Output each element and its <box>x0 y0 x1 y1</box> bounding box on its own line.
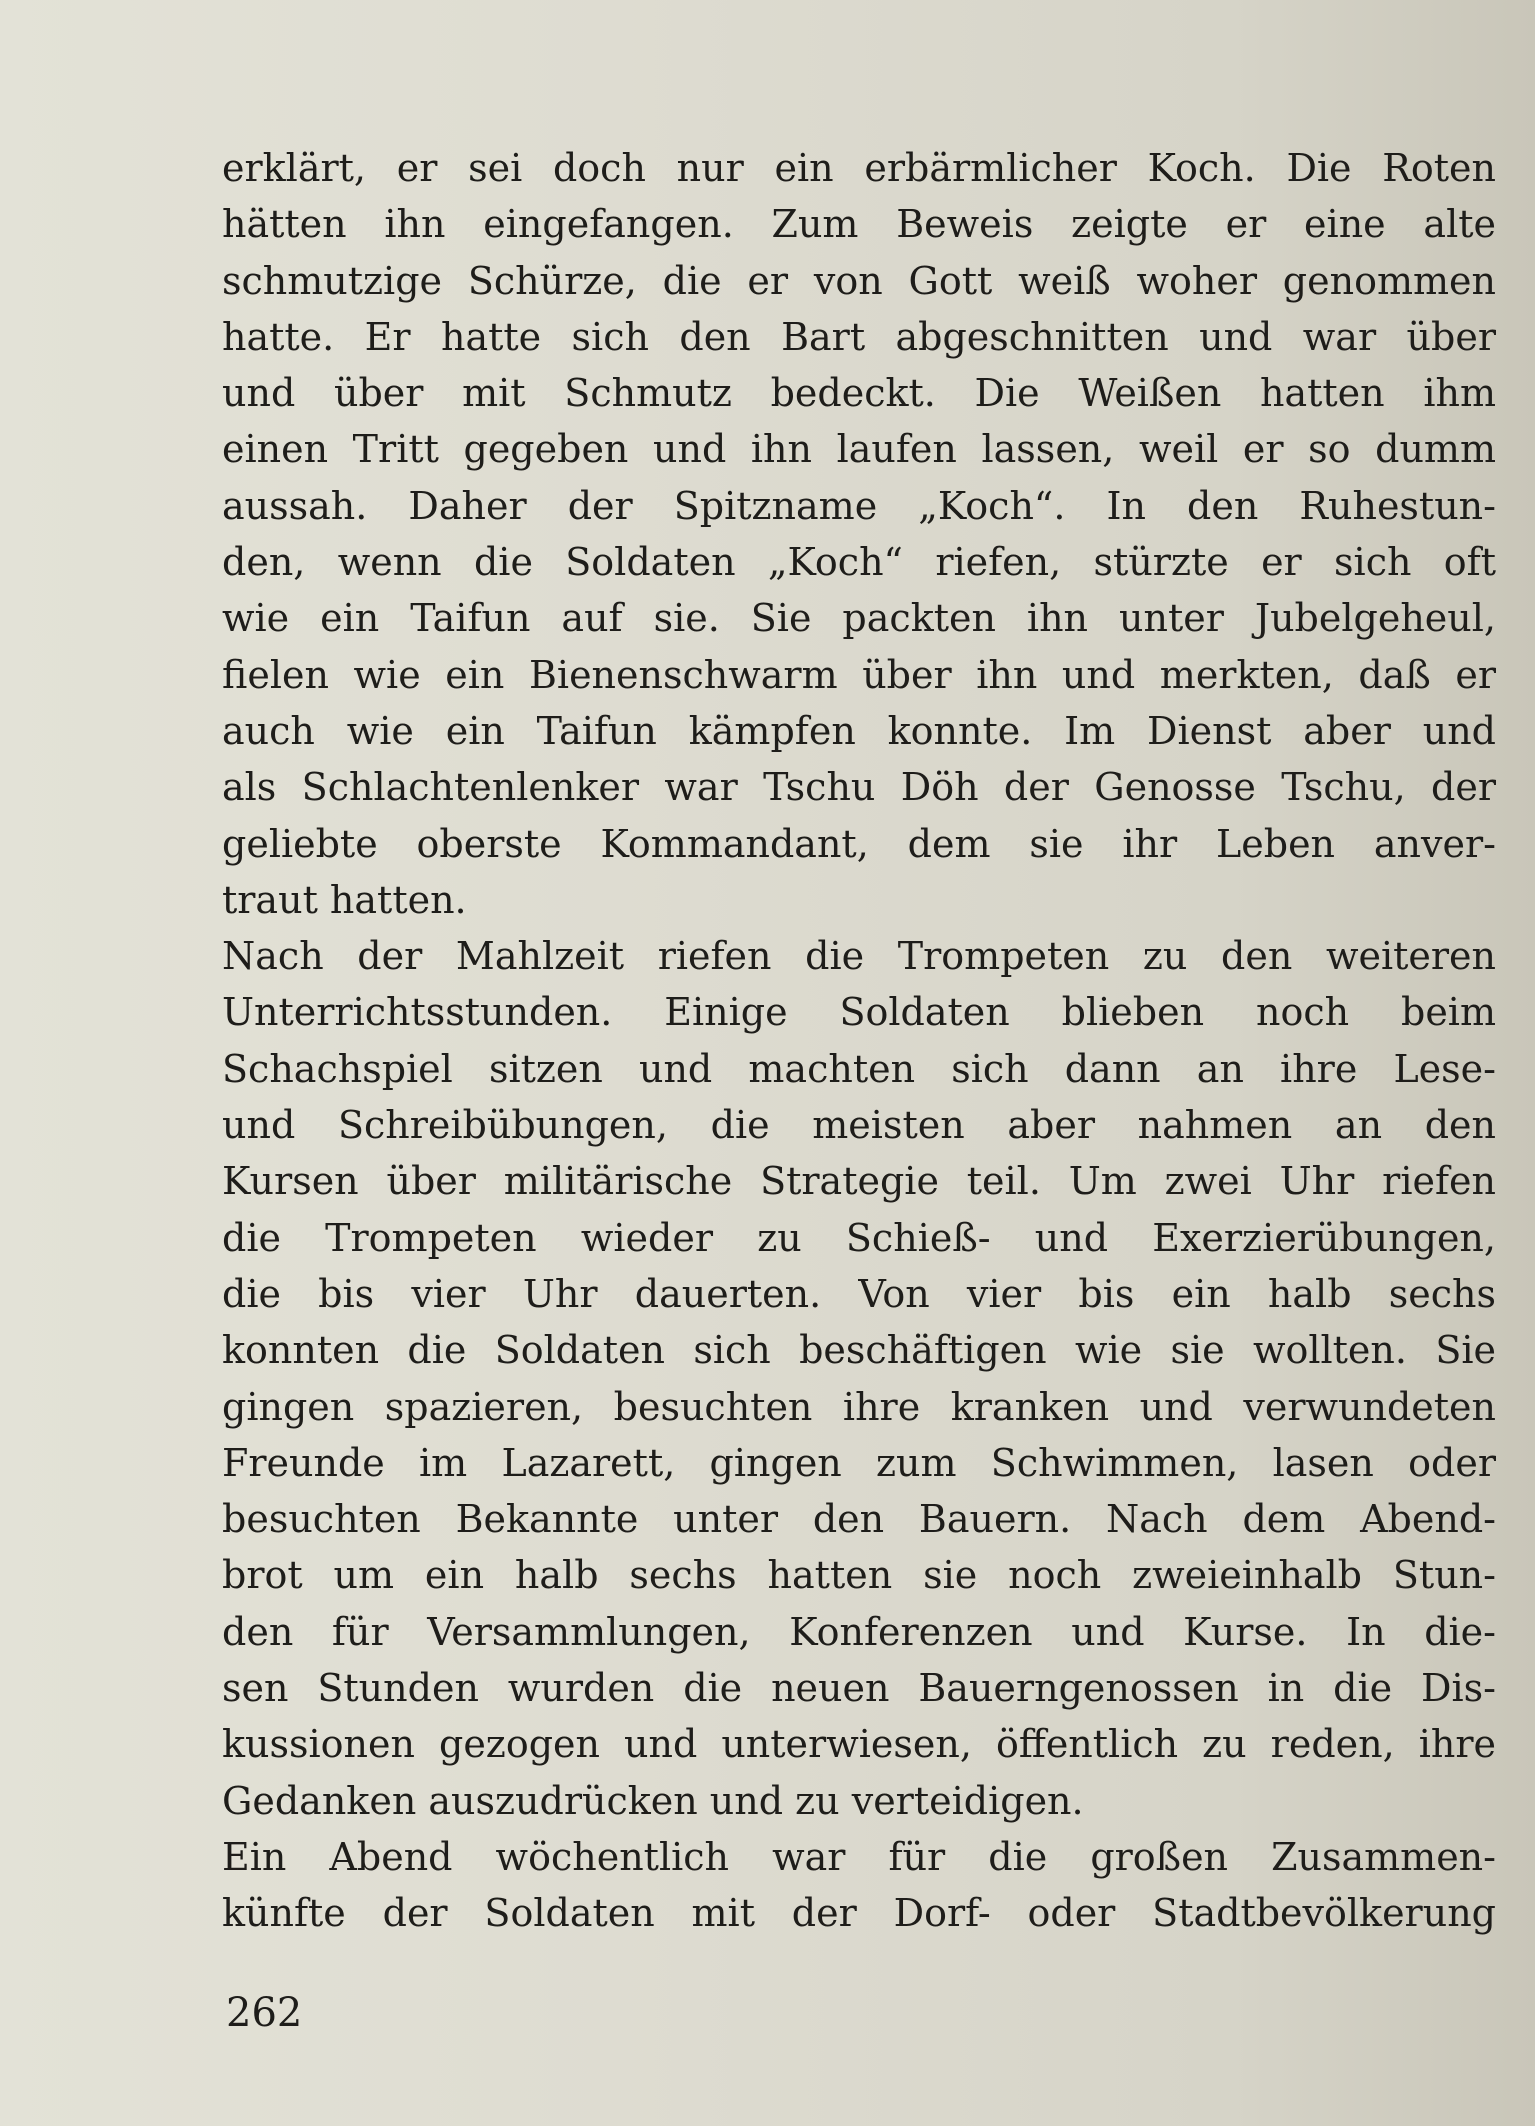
text-line: künfte der Soldaten mit der Dorf- oder Stadtbevölkerung <box>222 1891 1496 1936</box>
text-line: als Schlachtenlenker war Tschu Döh der Genosse Tschu, der <box>222 765 1496 810</box>
text-line: aussah. Daher der Spitzname „Koch“. In den Ruhestun- <box>222 483 1496 528</box>
text-line: wie ein Taifun auf sie. Sie packten ihn unter Jubelgeheul, <box>222 596 1496 641</box>
text-line: hatte. Er hatte sich den Bart abgeschnitten und war über <box>222 314 1496 359</box>
text-line: Ein Abend wöchentlich war für die großen Zusammen- <box>222 1834 1496 1879</box>
body-text <box>222 140 1496 1942</box>
text-line: sen Stunden wurden die neuen Bauerngenossen in die Dis- <box>222 1666 1496 1711</box>
page-number: 262 <box>226 1990 303 2036</box>
text-line: Schachspiel sitzen und machten sich dann an ihre Lese- <box>222 1046 1496 1091</box>
text-line: und über mit Schmutz bedeckt. Die Weißen hatten ihm <box>222 371 1496 416</box>
text-line: gingen spazieren, besuchten ihre kranken und verwundeten <box>222 1384 1496 1429</box>
text-line: Gedanken auszudrücken und zu verteidigen. <box>222 1778 1084 1823</box>
text-line: Unterrichtsstunden. Einige Soldaten blieben noch beim <box>222 990 1496 1035</box>
text-line: konnten die Soldaten sich beschäftigen wie sie wollten. Sie <box>222 1328 1496 1373</box>
text-line: den, wenn die Soldaten „Koch“ riefen, stürzte er sich oft <box>222 540 1496 585</box>
text-line: einen Tritt gegeben und ihn laufen lassen, weil er so dumm <box>222 427 1496 472</box>
text-line: Nach der Mahlzeit riefen die Trompeten zu den weiteren <box>222 934 1496 979</box>
text-line: die bis vier Uhr dauerten. Von vier bis ein halb sechs <box>222 1271 1496 1316</box>
text-line: und Schreibübungen, die meisten aber nahmen an den <box>222 1103 1496 1148</box>
text-line: kussionen gezogen und unterwiesen, öffentlich zu reden, ihre <box>222 1722 1496 1767</box>
text-line: Kursen über militärische Strategie teil. Um zwei Uhr riefen <box>222 1159 1496 1204</box>
text-line: geliebte oberste Kommandant, dem sie ihr Leben anver- <box>222 821 1496 866</box>
text-line: den für Versammlungen, Konferenzen und Kurse. In die- <box>222 1609 1496 1654</box>
text-line: traut hatten. <box>222 877 467 922</box>
text-line: auch wie ein Taifun kämpfen konnte. Im Dienst aber und <box>222 708 1496 753</box>
text-line: die Trompeten wieder zu Schieß- und Exerzierübungen, <box>222 1215 1496 1260</box>
text-line: schmutzige Schürze, die er von Gott weiß woher genommen <box>222 258 1496 303</box>
text-line: fielen wie ein Bienenschwarm über ihn und merkten, daß er <box>222 652 1496 697</box>
text-line: erklärt, er sei doch nur ein erbärmlicher Koch. Die Roten <box>222 146 1496 190</box>
text-line: brot um ein halb sechs hatten sie noch zweieinhalb Stun- <box>222 1553 1496 1598</box>
text-line: besuchten Bekannte unter den Bauern. Nach dem Abend- <box>222 1497 1496 1542</box>
text-line: hätten ihn eingefangen. Zum Beweis zeigte er eine alte <box>222 202 1496 247</box>
text-line: Freunde im Lazarett, gingen zum Schwimmen, lasen oder <box>222 1440 1496 1485</box>
